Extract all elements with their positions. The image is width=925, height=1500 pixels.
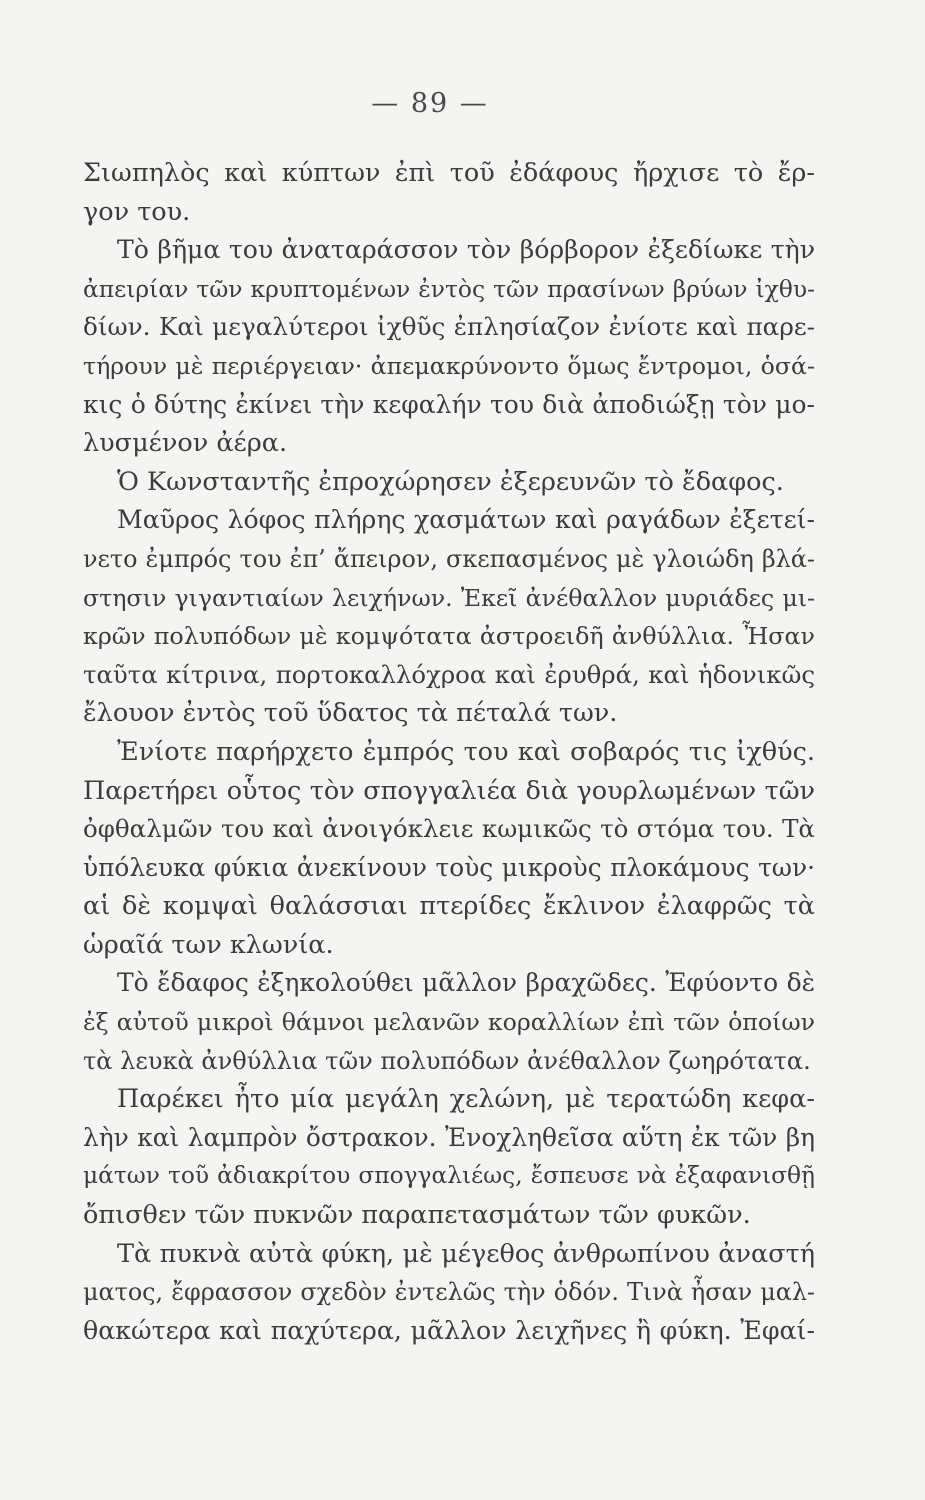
text-line: Ἐνίοτε παρήρχετο ἐμπρός του καὶ σοβαρός τις ἰχθύς. xyxy=(117,736,815,767)
text-line: Τὰ πυκνὰ αὐτὰ φύκη, μὲ μέγεθος ἀνθρωπίνου ἀναστή xyxy=(117,1238,815,1269)
text-line: στησιν γιγαντιαίων λειχήνων. Ἐκεῖ ἀνέθαλλον μυριάδες μι- xyxy=(83,583,815,612)
text-line: Σιωπηλὸς καὶ κύπτων ἐπὶ τοῦ ἐδάφους ἤρχισε τὸ ἔρ- xyxy=(83,158,815,188)
text-line: ταῦτα κίτρινα, πορτοκαλλόχροα καὶ ἐρυθρά, καὶ ἡδονικῶς xyxy=(83,659,815,689)
text-line: θακώτερα καὶ παχύτερα, μᾶλλον λειχῆνες ἢ φύκη. Ἐφαί- xyxy=(83,1315,815,1345)
text-line: δίων. Καὶ μεγαλύτεροι ἰχθῦς ἐπλησίαζον ἐνίοτε καὶ παρε- xyxy=(83,312,815,342)
text-line: ὡραῖά των κλωνία. xyxy=(83,929,334,960)
text-line: αἱ δὲ κομψαὶ θαλάσσιαι πτερίδες ἔκλινον ἐλαφρῶς τὰ xyxy=(83,891,815,922)
text-line: ἔλουον ἐντὸς τοῦ ὕδατος τὰ πέταλά των. xyxy=(83,698,618,729)
body-text xyxy=(83,154,815,1350)
text-line: ματος, ἔφρασσον σχεδὸν ἐντελῶς τὴν ὁδόν. Τινὰ ἦσαν μαλ- xyxy=(83,1278,815,1307)
text-line: μάτων τοῦ ἀδιακρίτου σπογγαλιέως, ἔσπευσε νὰ ἐξαφανισθῇ xyxy=(83,1162,815,1190)
text-line: ὄπισθεν τῶν πυκνῶν παραπετασμάτων τῶν φυκῶν. xyxy=(83,1200,751,1231)
text-line: τήρουν μὲ περιέργειαν· ἀπεμακρύνοντο ὅμως ἔντρομοι, ὁσά- xyxy=(83,351,815,380)
text-line: Παρετήρει οὗτος τὸν σπογγαλιέα διὰ γουρλωμένων τῶν xyxy=(83,775,815,806)
text-line: ἀπειρίαν τῶν κρυπτομένων ἐντὸς τῶν πρασίνων βρύων ἰχθυ- xyxy=(83,274,815,303)
text-line: λὴν καὶ λαμπρὸν ὄστρακον. Ἐνοχληθεῖσα αὕτη ἐκ τῶν βη xyxy=(83,1122,815,1152)
text-line: ὑπόλευκα φύκια ἀνεκίνουν τοὺς μικροὺς πλοκάμους των· xyxy=(83,852,815,882)
text-line: Μαῦρος λόφος πλήρης χασμάτων καὶ ραγάδων ἐξετεί- xyxy=(117,505,815,535)
text-line: Ὁ Κωνσταντῆς ἐπροχώρησεν ἐξερευνῶν τὸ ἔδαφος. xyxy=(117,466,784,497)
text-line: λυσμένον ἀέρα. xyxy=(83,428,288,459)
text-line: γον του. xyxy=(83,196,191,227)
text-line: κις ὁ δύτης ἐκίνει τὴν κεφαλήν του διὰ ἀποδιώξῃ τὸν μο- xyxy=(83,389,815,419)
text-line: Τὸ βῆμα του ἀναταράσσον τὸν βόρβορον ἐξεδίωκε τὴν xyxy=(117,235,815,265)
text-line: κρῶν πολυπόδων μὲ κομψότατα ἀστροειδῆ ἀνθύλλια. Ἦσαν xyxy=(83,622,815,651)
text-line: τὰ λευκὰ ἀνθύλλια τῶν πολυπόδων ἀνέθαλλον ζωηρότατα. xyxy=(83,1046,811,1075)
page-number: — 89 — xyxy=(371,88,489,119)
text-line: νετο ἐμπρός του ἐπ’ ἄπειρον, σκεπασμένος μὲ γλοιώδη βλά- xyxy=(83,544,815,573)
text-line: Παρέκει ἦτο μία μεγάλη χελώνη, μὲ τερατώδη κεφα- xyxy=(117,1084,815,1115)
text-line: ἐξ αὐτοῦ μικροὶ θάμνοι μελανῶν κοραλλίων ἐπὶ τῶν ὁποίων xyxy=(83,1008,815,1037)
text-line: Τὸ ἔδαφος ἐξηκολούθει μᾶλλον βραχῶδες. Ἐφύοντο δὲ xyxy=(117,968,815,998)
text-line: ὀφθαλμῶν του καὶ ἀνοιγόκλειε κωμικῶς τὸ στόμα του. Τὰ xyxy=(83,814,815,844)
